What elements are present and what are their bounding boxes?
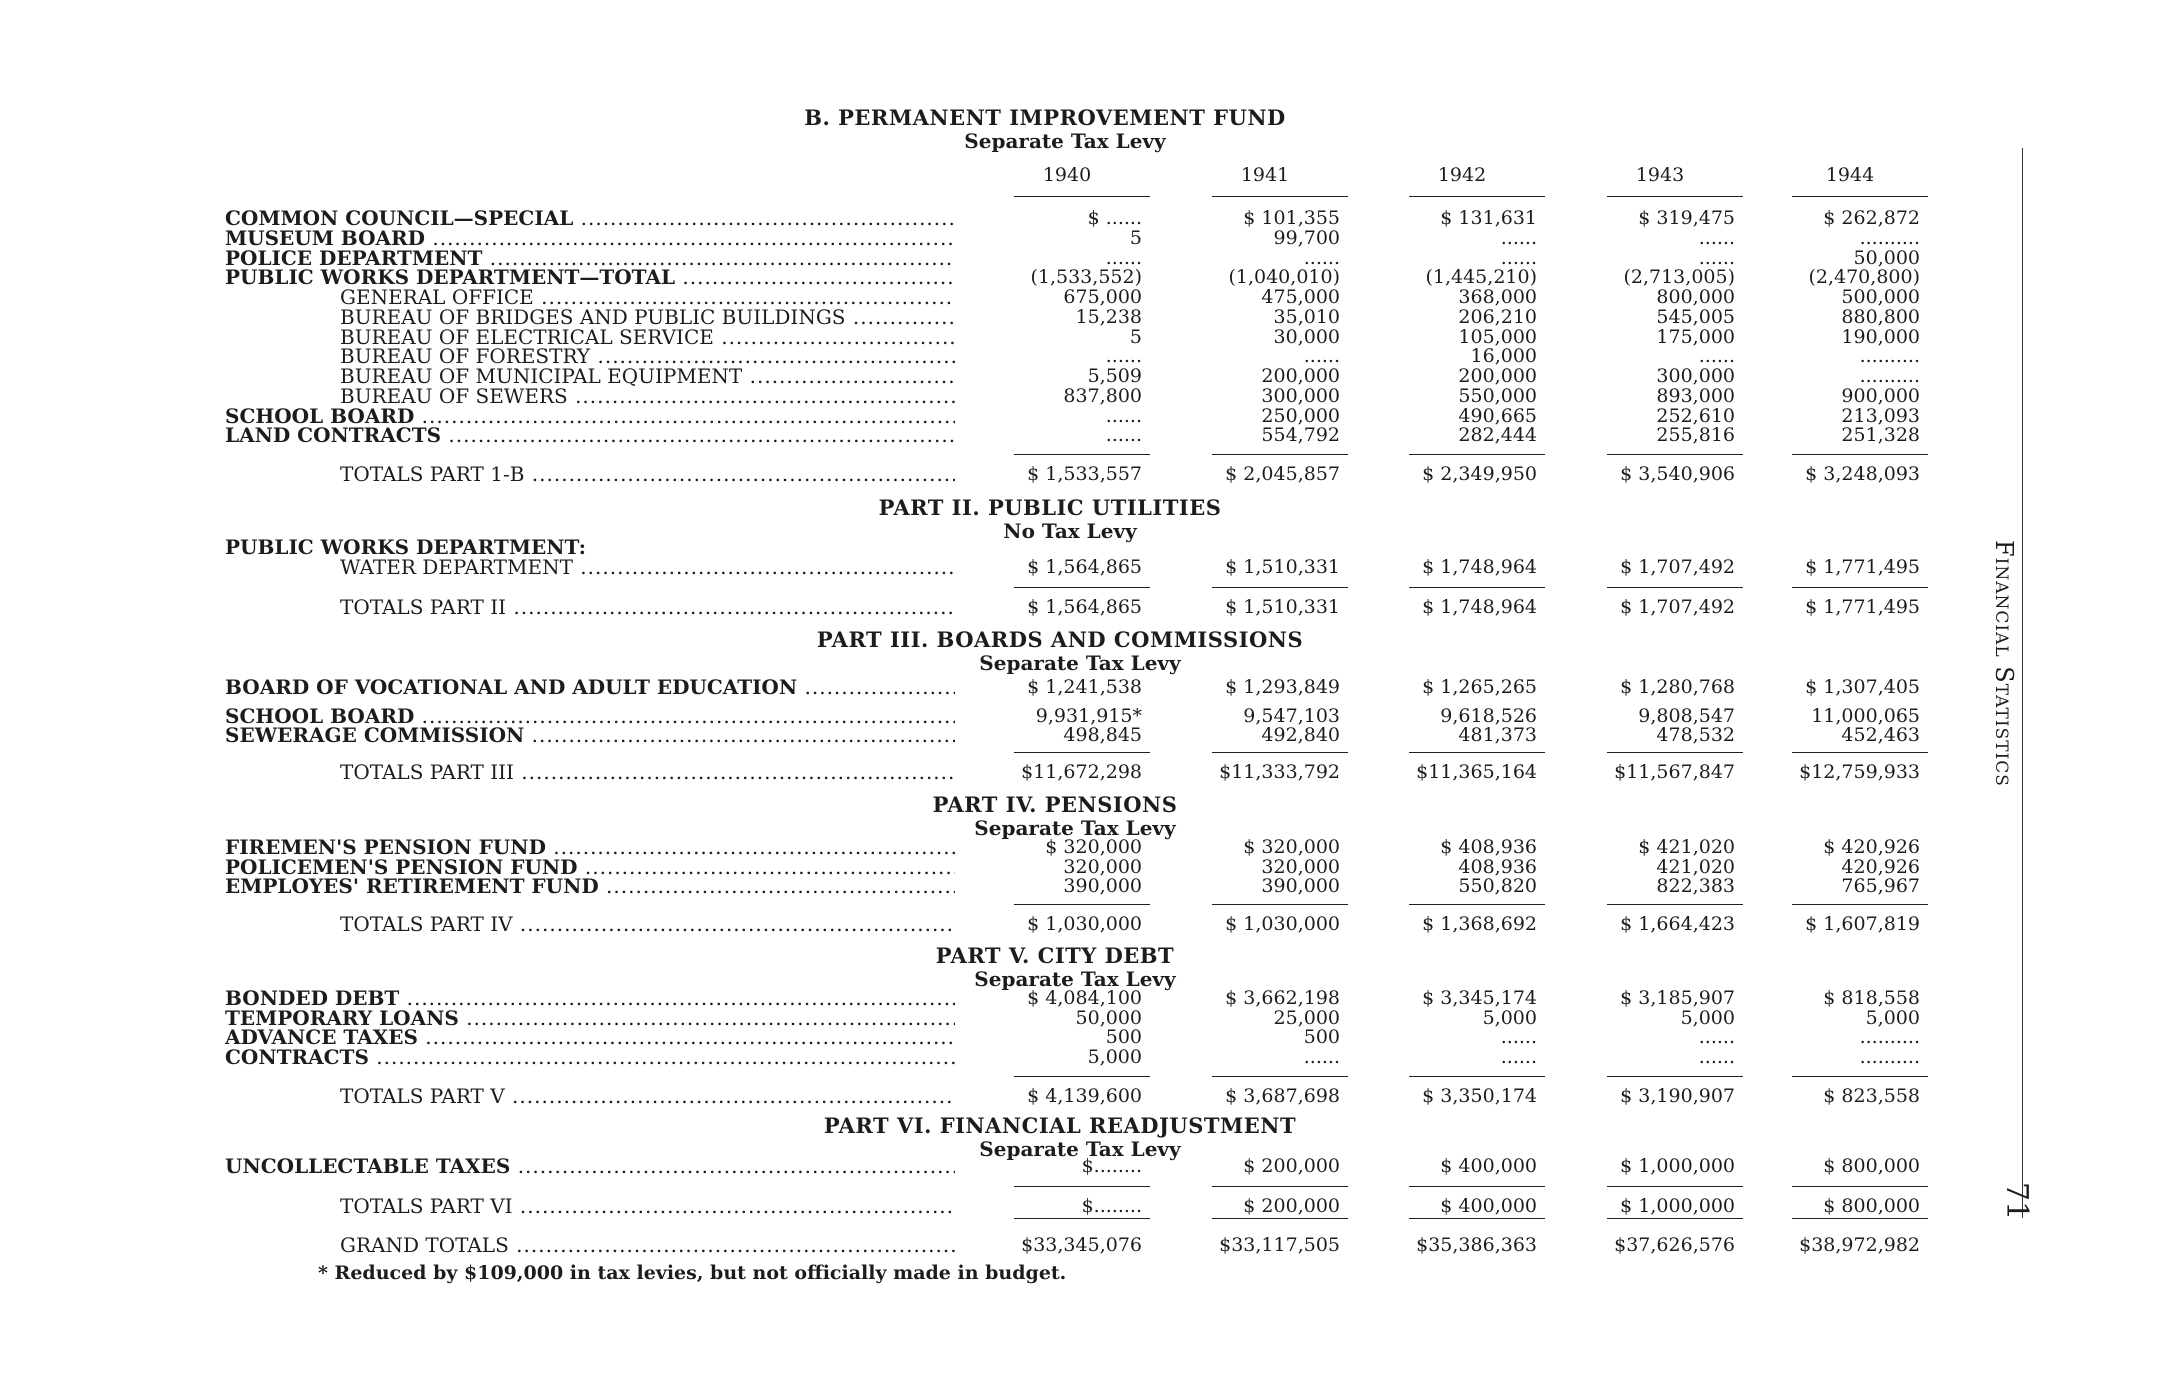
row-value: 190,000	[1841, 326, 1920, 348]
table-row	[0, 1027, 2183, 1047]
year-header: 1944	[1825, 164, 1875, 186]
row-value: $ 400,000	[1440, 1155, 1537, 1177]
row-value: $ 1,307,405	[1805, 676, 1920, 698]
row-value: 5,000	[1482, 1007, 1537, 1029]
row-value: ..........	[1859, 365, 1920, 387]
row-value: 800,000	[1656, 286, 1735, 308]
row-value: ......	[1303, 247, 1340, 269]
row-value: (1,533,552)	[1030, 266, 1142, 288]
row-value: 99,700	[1273, 227, 1340, 249]
total-label: TOTALS PART III .....	[340, 762, 955, 782]
total-value: $........	[1081, 1195, 1142, 1217]
column-rule	[1212, 904, 1348, 905]
row-value: $ 421,020	[1638, 836, 1735, 858]
column-rule	[1409, 1186, 1545, 1187]
row-value: 50,000	[1075, 1007, 1142, 1029]
row-value: 200,000	[1458, 365, 1537, 387]
total-label: TOTALS PART IV .....	[340, 914, 955, 934]
column-rule	[1792, 1186, 1928, 1187]
column-rule	[1014, 587, 1150, 588]
row-value: 320,000	[1261, 856, 1340, 878]
row-value: $ 1,771,495	[1805, 556, 1920, 578]
table-row	[0, 988, 2183, 1008]
row-label: BUREAU OF BRIDGES AND PUBLIC BUILDINGS .....	[340, 307, 955, 327]
row-value: 490,665	[1458, 405, 1537, 427]
table-row	[0, 366, 2183, 386]
row-value: ..........	[1859, 1046, 1920, 1068]
row-value: ......	[1698, 1046, 1735, 1068]
row-value: $ 818,558	[1823, 987, 1920, 1009]
total-value: $ 1,000,000	[1620, 1195, 1735, 1217]
column-rule	[1607, 587, 1743, 588]
row-value: $ 262,872	[1823, 207, 1920, 229]
table-row	[0, 425, 2183, 445]
row-value: 498,845	[1063, 724, 1142, 746]
row-value: $ 131,631	[1440, 207, 1537, 229]
row-value: 282,444	[1458, 424, 1537, 446]
section-title: B. PERMANENT IMPROVEMENT FUND	[804, 105, 1286, 130]
row-value: 481,373	[1458, 724, 1537, 746]
row-value: $ 3,662,198	[1225, 987, 1340, 1009]
row-label: BUREAU OF SEWERS .....	[340, 386, 955, 406]
column-rule	[1409, 752, 1545, 753]
total-value: $ 200,000	[1243, 1195, 1340, 1217]
total-value: $ 1,368,692	[1422, 913, 1537, 935]
row-value: ..........	[1859, 227, 1920, 249]
row-value: 206,210	[1458, 306, 1537, 328]
row-value: $ 408,936	[1440, 836, 1537, 858]
column-rule	[1014, 752, 1150, 753]
row-value: $ 1,265,265	[1422, 676, 1537, 698]
row-value: ......	[1105, 405, 1142, 427]
row-value: 252,610	[1656, 405, 1735, 427]
row-label: TEMPORARY LOANS .....	[225, 1008, 955, 1028]
row-value: 893,000	[1656, 385, 1735, 407]
row-value: 5,000	[1865, 1007, 1920, 1029]
row-value: 16,000	[1470, 345, 1537, 367]
section-subtitle: Separate Tax Levy	[974, 816, 1176, 840]
row-value: $........	[1081, 1155, 1142, 1177]
row-value: $ 420,926	[1823, 836, 1920, 858]
table-row	[0, 706, 2183, 726]
row-value: 255,816	[1656, 424, 1735, 446]
row-value: ......	[1500, 1026, 1537, 1048]
total-value: $ 1,607,819	[1805, 913, 1920, 935]
section-subtitle: Separate Tax Levy	[974, 967, 1176, 991]
section-subtitle: Separate Tax Levy	[979, 651, 1181, 675]
row-label: BUREAU OF ELECTRICAL SERVICE .....	[340, 327, 955, 347]
row-value: ......	[1105, 345, 1142, 367]
row-value: (1,445,210)	[1425, 266, 1537, 288]
grand-total-value: $37,626,576	[1614, 1234, 1735, 1256]
total-row	[0, 914, 2183, 934]
row-value: 250,000	[1261, 405, 1340, 427]
row-value: $ 200,000	[1243, 1155, 1340, 1177]
row-label: MUSEUM BOARD .....	[225, 228, 955, 248]
row-value: 675,000	[1063, 286, 1142, 308]
total-value: $11,333,792	[1219, 761, 1340, 783]
row-value: 500	[1105, 1026, 1142, 1048]
table-row	[0, 1008, 2183, 1028]
column-rule	[1409, 1076, 1545, 1077]
column-rule	[1212, 587, 1348, 588]
row-label: SEWERAGE COMMISSION .....	[225, 725, 955, 745]
row-value: 30,000	[1273, 326, 1340, 348]
row-value: 500,000	[1841, 286, 1920, 308]
row-label: EMPLOYES' RETIREMENT FUND .....	[225, 876, 955, 896]
row-value: 5	[1129, 326, 1142, 348]
section-title: PART II. PUBLIC UTILITIES	[878, 495, 1222, 520]
column-rule	[1212, 1186, 1348, 1187]
total-label: TOTALS PART II .....	[340, 597, 955, 617]
column-rule	[1792, 454, 1928, 455]
running-head: Financial Statistics	[1990, 540, 2018, 787]
total-value: $ 1,771,495	[1805, 596, 1920, 618]
column-rule	[1409, 1218, 1545, 1219]
column-rule	[1792, 904, 1928, 905]
row-value: ......	[1500, 227, 1537, 249]
row-value: 300,000	[1656, 365, 1735, 387]
total-value: $11,567,847	[1614, 761, 1735, 783]
total-value: $ 3,540,906	[1620, 463, 1735, 485]
row-value: 408,936	[1458, 856, 1537, 878]
row-value: 5,000	[1680, 1007, 1735, 1029]
column-rule	[1212, 454, 1348, 455]
row-value: $ 1,280,768	[1620, 676, 1735, 698]
row-label: PUBLIC WORKS DEPARTMENT:	[225, 537, 587, 557]
column-rule	[1014, 1186, 1150, 1187]
year-header: 1941	[1240, 164, 1290, 186]
total-label: TOTALS PART 1-B .....	[340, 464, 955, 484]
row-value: $ 1,564,865	[1027, 556, 1142, 578]
total-row	[0, 1196, 2183, 1216]
column-rule	[1792, 1076, 1928, 1077]
row-value: 320,000	[1063, 856, 1142, 878]
column-rule	[1212, 1076, 1348, 1077]
column-rule	[1212, 1218, 1348, 1219]
table-row	[0, 267, 2183, 287]
column-rule	[1014, 1218, 1150, 1219]
row-value: 251,328	[1841, 424, 1920, 446]
row-value: 9,931,915*	[1035, 705, 1142, 727]
total-label: TOTALS PART V .....	[340, 1086, 955, 1106]
table-row	[0, 346, 2183, 366]
grand-total-value: $33,345,076	[1021, 1234, 1142, 1256]
column-rule	[1792, 752, 1928, 753]
row-value: 837,800	[1063, 385, 1142, 407]
row-value: $ 320,000	[1243, 836, 1340, 858]
table-row	[0, 837, 2183, 857]
total-value: $ 1,030,000	[1225, 913, 1340, 935]
total-value: $ 1,564,865	[1027, 596, 1142, 618]
row-value: 554,792	[1261, 424, 1340, 446]
row-label: SCHOOL BOARD .....	[225, 706, 955, 726]
total-value: $ 400,000	[1440, 1195, 1537, 1217]
row-value: $ 4,084,100	[1027, 987, 1142, 1009]
row-label: SCHOOL BOARD .....	[225, 406, 955, 426]
row-label: BUREAU OF FORESTRY .....	[340, 346, 955, 366]
row-value: $ 1,241,538	[1027, 676, 1142, 698]
column-rule	[1409, 454, 1545, 455]
total-row	[0, 597, 2183, 617]
year-header: 1940	[1042, 164, 1092, 186]
row-value: $ 101,355	[1243, 207, 1340, 229]
table-row	[0, 406, 2183, 426]
row-value: 368,000	[1458, 286, 1537, 308]
row-value: ......	[1698, 247, 1735, 269]
row-value: 492,840	[1261, 724, 1340, 746]
table-row	[0, 876, 2183, 896]
row-value: ..........	[1859, 1026, 1920, 1048]
row-value: 105,000	[1458, 326, 1537, 348]
table-row	[0, 386, 2183, 406]
total-value: $ 3,350,174	[1422, 1085, 1537, 1107]
table-row	[0, 857, 2183, 877]
row-value: ......	[1500, 247, 1537, 269]
row-label: ADVANCE TAXES .....	[225, 1027, 955, 1047]
row-value: 50,000	[1853, 247, 1920, 269]
grand-total-label: GRAND TOTALS .....	[340, 1235, 955, 1255]
row-value: ......	[1698, 1026, 1735, 1048]
column-rule	[1409, 587, 1545, 588]
row-value: ......	[1303, 1046, 1340, 1068]
row-value: $ 3,345,174	[1422, 987, 1537, 1009]
total-value: $ 2,349,950	[1422, 463, 1537, 485]
row-value: 420,926	[1841, 856, 1920, 878]
year-underline	[1607, 196, 1743, 197]
row-value: (2,713,005)	[1623, 266, 1735, 288]
total-value: $ 4,139,600	[1027, 1085, 1142, 1107]
row-value: 25,000	[1273, 1007, 1340, 1029]
total-value: $ 1,707,492	[1620, 596, 1735, 618]
column-rule	[1607, 1186, 1743, 1187]
row-value: $ 1,293,849	[1225, 676, 1340, 698]
row-value: 545,005	[1656, 306, 1735, 328]
row-value: 9,618,526	[1440, 705, 1537, 727]
row-value: 11,000,065	[1811, 705, 1920, 727]
row-value: 390,000	[1261, 875, 1340, 897]
column-rule	[1607, 1218, 1743, 1219]
column-rule	[1014, 454, 1150, 455]
table-row	[0, 677, 2183, 697]
year-underline	[1409, 196, 1545, 197]
row-value: 765,967	[1841, 875, 1920, 897]
year-header: 1942	[1437, 164, 1487, 186]
row-label: WATER DEPARTMENT .....	[340, 557, 955, 577]
grand-total-row	[0, 1235, 2183, 1255]
row-value: ......	[1105, 247, 1142, 269]
table-row	[0, 557, 2183, 577]
table-row	[0, 1047, 2183, 1067]
row-label: POLICE DEPARTMENT .....	[225, 248, 955, 268]
column-rule	[1607, 752, 1743, 753]
total-value: $ 1,748,964	[1422, 596, 1537, 618]
row-value: ......	[1500, 1046, 1537, 1068]
row-value: 15,238	[1075, 306, 1142, 328]
row-value: 9,547,103	[1243, 705, 1340, 727]
row-value: 452,463	[1841, 724, 1920, 746]
section-title: PART V. CITY DEBT	[935, 943, 1175, 968]
row-value: 500	[1303, 1026, 1340, 1048]
row-value: 550,820	[1458, 875, 1537, 897]
column-rule	[1014, 1076, 1150, 1077]
year-underline	[1792, 196, 1928, 197]
table-row	[0, 208, 2183, 228]
footnote: * Reduced by $109,000 in tax levies, but not officially made in budget.	[318, 1262, 1067, 1284]
total-row	[0, 762, 2183, 782]
row-value: $ 319,475	[1638, 207, 1735, 229]
row-value: ......	[1303, 345, 1340, 367]
row-label: UNCOLLECTABLE TAXES .....	[225, 1156, 955, 1176]
total-label: TOTALS PART VI .....	[340, 1196, 955, 1216]
grand-total-value: $38,972,982	[1799, 1234, 1920, 1256]
column-rule	[1792, 1218, 1928, 1219]
column-rule	[1607, 1076, 1743, 1077]
row-value: 175,000	[1656, 326, 1735, 348]
row-value: $ 1,510,331	[1225, 556, 1340, 578]
table-row	[0, 725, 2183, 745]
total-value: $ 3,248,093	[1805, 463, 1920, 485]
total-value: $ 1,533,557	[1027, 463, 1142, 485]
year-underline	[1212, 196, 1348, 197]
row-label: LAND CONTRACTS .....	[225, 425, 955, 445]
row-value: 478,532	[1656, 724, 1735, 746]
row-value: 550,000	[1458, 385, 1537, 407]
column-rule	[1607, 454, 1743, 455]
total-value: $ 1,030,000	[1027, 913, 1142, 935]
page-number: 71	[1999, 1182, 2034, 1221]
grand-total-value: $33,117,505	[1219, 1234, 1340, 1256]
section-title: PART VI. FINANCIAL READJUSTMENT	[823, 1113, 1297, 1138]
column-rule	[1607, 904, 1743, 905]
table-row	[0, 248, 2183, 268]
row-value: ......	[1105, 424, 1142, 446]
row-value: 5	[1129, 227, 1142, 249]
column-rule	[1792, 587, 1928, 588]
row-value: 300,000	[1261, 385, 1340, 407]
total-value: $ 3,190,907	[1620, 1085, 1735, 1107]
column-rule	[1409, 904, 1545, 905]
row-label: BONDED DEBT .....	[225, 988, 955, 1008]
row-value: (2,470,800)	[1808, 266, 1920, 288]
grand-total-value: $35,386,363	[1416, 1234, 1537, 1256]
section-subtitle: Separate Tax Levy	[979, 1137, 1181, 1161]
row-value: 421,020	[1656, 856, 1735, 878]
row-value: (1,040,010)	[1228, 266, 1340, 288]
row-value: 900,000	[1841, 385, 1920, 407]
total-value: $11,672,298	[1021, 761, 1142, 783]
row-value: 200,000	[1261, 365, 1340, 387]
row-value: $ 1,748,964	[1422, 556, 1537, 578]
row-value: $ 1,000,000	[1620, 1155, 1735, 1177]
total-value: $ 1,510,331	[1225, 596, 1340, 618]
row-value: 390,000	[1063, 875, 1142, 897]
total-value: $11,365,164	[1416, 761, 1537, 783]
row-value: ......	[1698, 227, 1735, 249]
column-rule	[1212, 752, 1348, 753]
row-label: CONTRACTS .....	[225, 1047, 955, 1067]
row-value: ......	[1698, 345, 1735, 367]
row-value: $ 800,000	[1823, 1155, 1920, 1177]
total-value: $ 3,687,698	[1225, 1085, 1340, 1107]
row-value: 213,093	[1841, 405, 1920, 427]
row-value: 475,000	[1261, 286, 1340, 308]
section-title: PART III. BOARDS AND COMMISSIONS	[816, 627, 1304, 652]
total-value: $ 1,664,423	[1620, 913, 1735, 935]
row-label: BUREAU OF MUNICIPAL EQUIPMENT .....	[340, 366, 955, 386]
row-value: $ ......	[1087, 207, 1142, 229]
total-value: $ 823,558	[1823, 1085, 1920, 1107]
row-value: 35,010	[1273, 306, 1340, 328]
row-value: $ 1,707,492	[1620, 556, 1735, 578]
section-subtitle: No Tax Levy	[1003, 519, 1137, 543]
table-row	[0, 307, 2183, 327]
total-value: $ 2,045,857	[1225, 463, 1340, 485]
total-value: $ 800,000	[1823, 1195, 1920, 1217]
section-subtitle: Separate Tax Levy	[964, 129, 1166, 153]
column-rule	[1014, 904, 1150, 905]
table-row	[0, 228, 2183, 248]
row-value: 5,000	[1087, 1046, 1142, 1068]
total-value: $12,759,933	[1799, 761, 1920, 783]
table-row	[0, 537, 2183, 557]
row-value: $ 3,185,907	[1620, 987, 1735, 1009]
total-row	[0, 1086, 2183, 1106]
table-row	[0, 1156, 2183, 1176]
row-label: FIREMEN'S PENSION FUND .....	[225, 837, 955, 857]
row-label: PUBLIC WORKS DEPARTMENT—TOTAL .....	[225, 267, 955, 287]
row-label: COMMON COUNCIL—SPECIAL .....	[225, 208, 955, 228]
row-value: 880,800	[1841, 306, 1920, 328]
row-value: $ 320,000	[1045, 836, 1142, 858]
row-value: 9,808,547	[1638, 705, 1735, 727]
row-value: ..........	[1859, 345, 1920, 367]
row-label: POLICEMEN'S PENSION FUND .....	[225, 857, 955, 877]
row-value: 822,383	[1656, 875, 1735, 897]
total-row	[0, 464, 2183, 484]
row-label: GENERAL OFFICE .....	[340, 287, 955, 307]
row-label: BOARD OF VOCATIONAL AND ADULT EDUCATION .....	[225, 677, 955, 697]
year-underline	[1014, 196, 1150, 197]
section-title: PART IV. PENSIONS	[932, 792, 1178, 817]
year-header: 1943	[1635, 164, 1685, 186]
table-row	[0, 327, 2183, 347]
table-row	[0, 287, 2183, 307]
row-value: 5,509	[1087, 365, 1142, 387]
